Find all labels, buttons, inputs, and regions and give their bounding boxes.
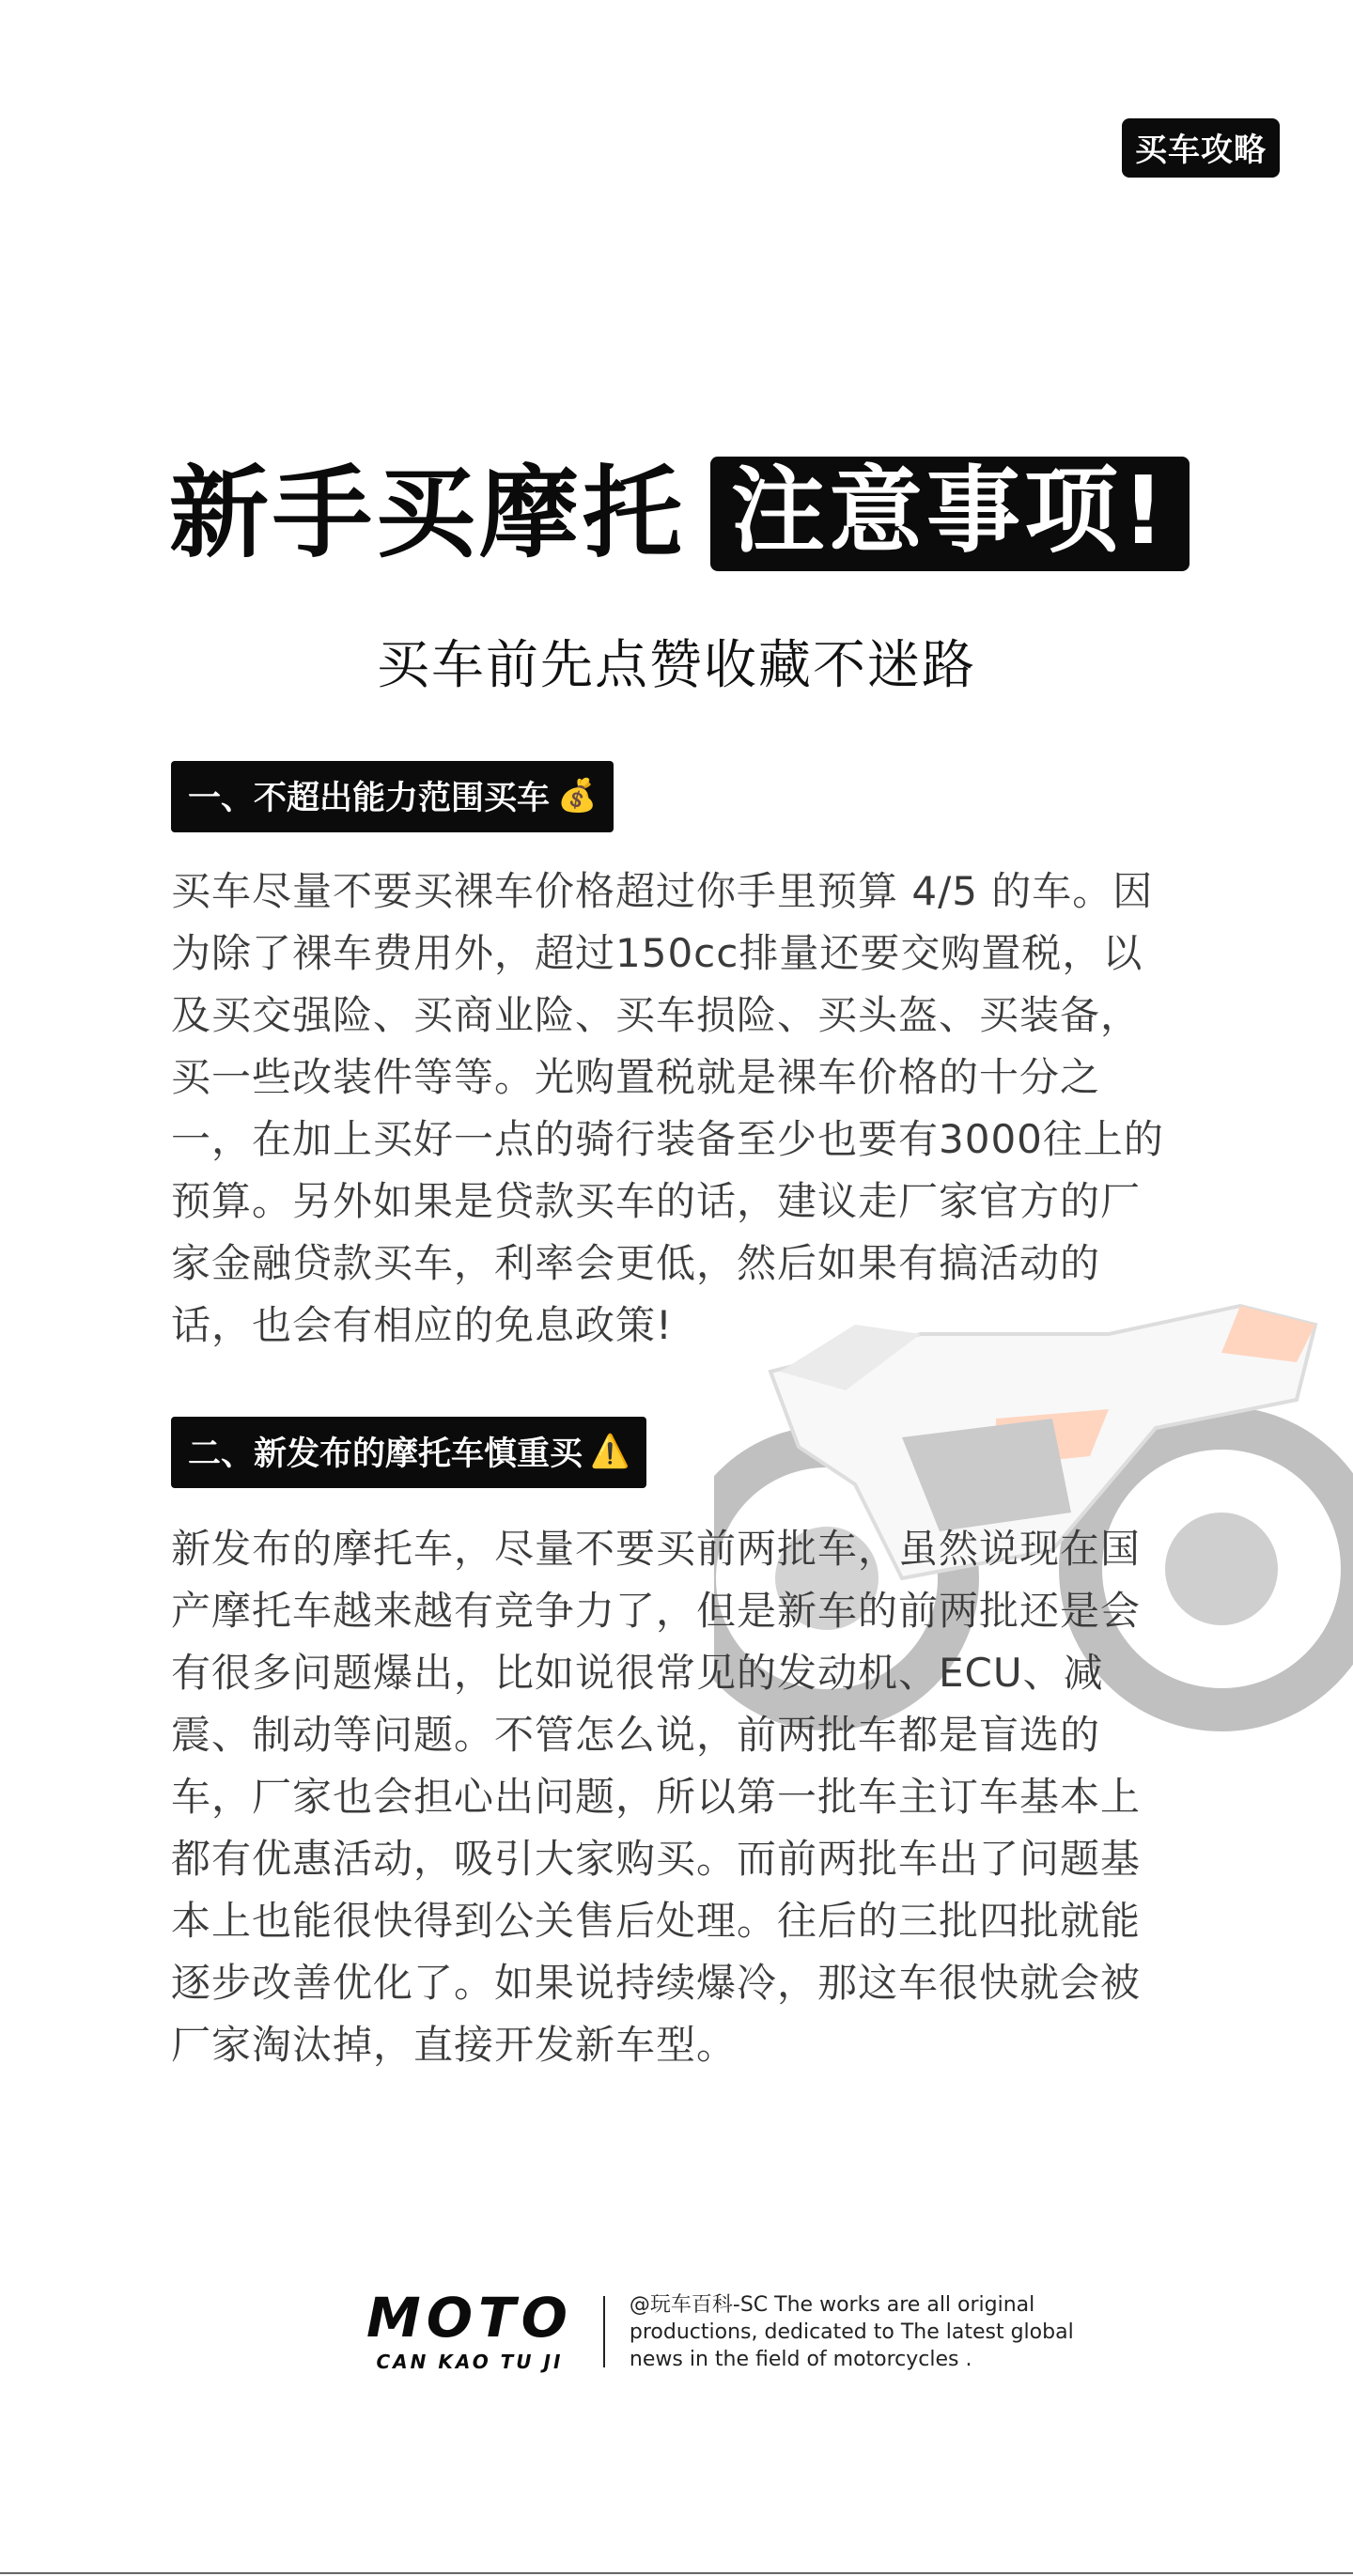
section-heading-budget <box>171 761 614 832</box>
bottom-divider <box>0 2572 1353 2574</box>
brand-logo <box>366 2286 573 2373</box>
money-bag-icon: 💰 <box>557 777 598 815</box>
section-heading-new-release <box>171 1417 646 1488</box>
hero-title-main: 新手买摩托 <box>169 456 686 571</box>
footer-credit-text: @玩车百科-SC The works are all original productions, dedicated to The latest global news in the field of motorcycles . <box>629 2292 1074 2371</box>
section-body-new-release: 新发布的摩托车，尽量不要买前两批车，虽然说现在国产摩托车越来越有竞争力了，但是新车的前两批还是会有很多问题爆出，比如说很常见的发动机、ECU、减震、制动等问题。不管怎么说，前两批车都是盲选的车，厂家也会担心出问题，所以第一批车主订车基本上都有优惠活动，吸引大家购买。而前两批车出了问题基本上也能很快得到公关售后处理。往后的三批四批就能逐步改善优化了。如果说持续爆冷，那这车很快就会被厂家淘汰掉，直接开发新车型。 <box>171 1526 1142 2068</box>
section-heading-label: 一、不超出能力范围买车 <box>188 780 551 817</box>
warning-icon: ⚠️ <box>590 1433 630 1470</box>
footer <box>366 2286 1081 2373</box>
category-tag: 买车攻略 <box>1122 118 1280 178</box>
footer-divider <box>603 2296 605 2367</box>
hero-title <box>169 457 1203 571</box>
hero-title-highlight: 注意事项! <box>710 457 1190 571</box>
section-body-budget: 买车尽量不要买裸车价格超过你手里预算 4/5 的车。因为除了裸车费用外，超过150cc排量还要交购置税，以及买交强险、买商业险、买车损险、买头盔、买装备，买一些改装件等等。光购置税就是裸车价格的十分之一，在加上买好一点的骑行装备至少也要有3000往上的预算。另外如果是贷款买车的话，建议走厂家官方的厂家金融贷款买车，利率会更低，然后如果有搞活动的话，也会有相应的免息政策! <box>171 868 1164 1348</box>
brand-logo-subtext: CAN KAO TU JI <box>376 2351 564 2373</box>
section-heading-label: 二、新发布的摩托车慎重买 <box>188 1435 583 1473</box>
subtitle: 买车前先点赞收藏不迷路 <box>377 635 976 696</box>
brand-logo-text: MOTO <box>366 2286 573 2350</box>
